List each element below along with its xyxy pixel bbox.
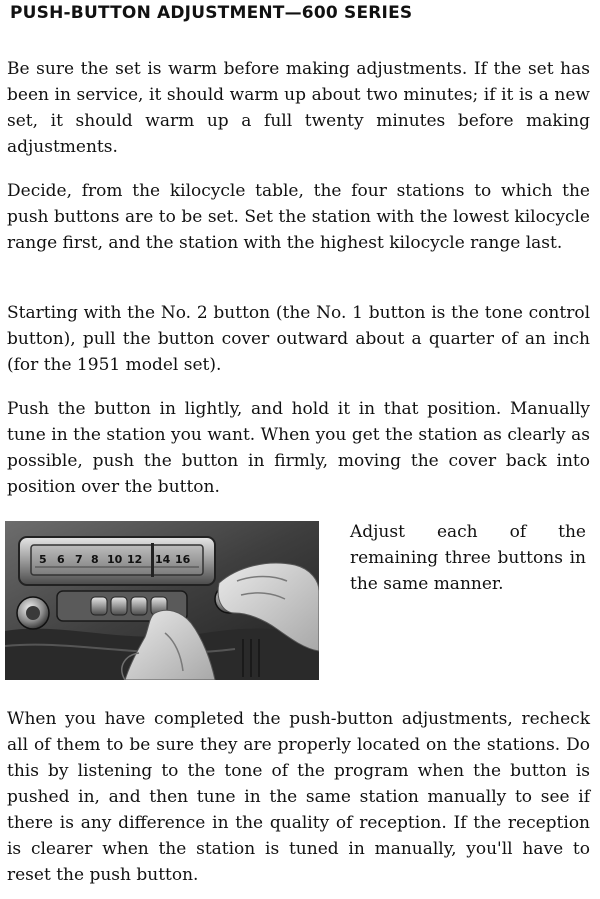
title-part-1: PUSH-BUTTON bbox=[10, 3, 152, 23]
paragraph-tune-station: Push the button in lightly, and hold it in that position. Manually tune in the station you want. When you get the station as clearly as possible, push the button in firmly, moving the cover back into position over the button. bbox=[7, 399, 590, 497]
dial-number: 12 bbox=[127, 553, 143, 566]
page-title bbox=[10, 3, 412, 23]
dial-number: 7 bbox=[75, 553, 83, 566]
photo-caption: Adjust each of the remaining three buttons in the same manner. bbox=[350, 522, 586, 594]
paragraph-kilocycle-table: Decide, from the kilocycle table, the four stations to which the push buttons are to be set. Set the station with the lowest kilocycle range first, and the station with the highest kilocycle range last. bbox=[7, 181, 590, 253]
dial-number: 10 bbox=[107, 553, 123, 566]
dial-number: 14 bbox=[155, 553, 171, 566]
dial-number: 5 bbox=[39, 553, 47, 566]
dial-number: 16 bbox=[175, 553, 191, 566]
dial-number: 6 bbox=[57, 553, 65, 566]
title-part-2: ADJUSTMENT—600 SERIES bbox=[157, 3, 413, 23]
paragraph-recheck: When you have completed the push-button adjustments, recheck all of them to be sure they are properly located on the stations. Do this by listening to the tone of the program when the button is pushed in, and then tune in the same station manually to see if there is any difference in the quality of reception. If the reception is clearer when the station is tuned in manually, you'll have to reset the push button. bbox=[7, 709, 590, 885]
radio-photo bbox=[5, 521, 319, 680]
paragraph-warm-up: Be sure the set is warm before making adjustments. If the set has been in service, it should warm up about two minutes; if it is a new set, it should warm up a full twenty minutes before making adjustments. bbox=[7, 59, 590, 157]
paragraph-button-cover: Starting with the No. 2 button (the No. 1 button is the tone control button), pull the button cover outward about a quarter of an inch (for the 1951 model set). bbox=[7, 303, 590, 375]
dial-number: 8 bbox=[91, 553, 99, 566]
